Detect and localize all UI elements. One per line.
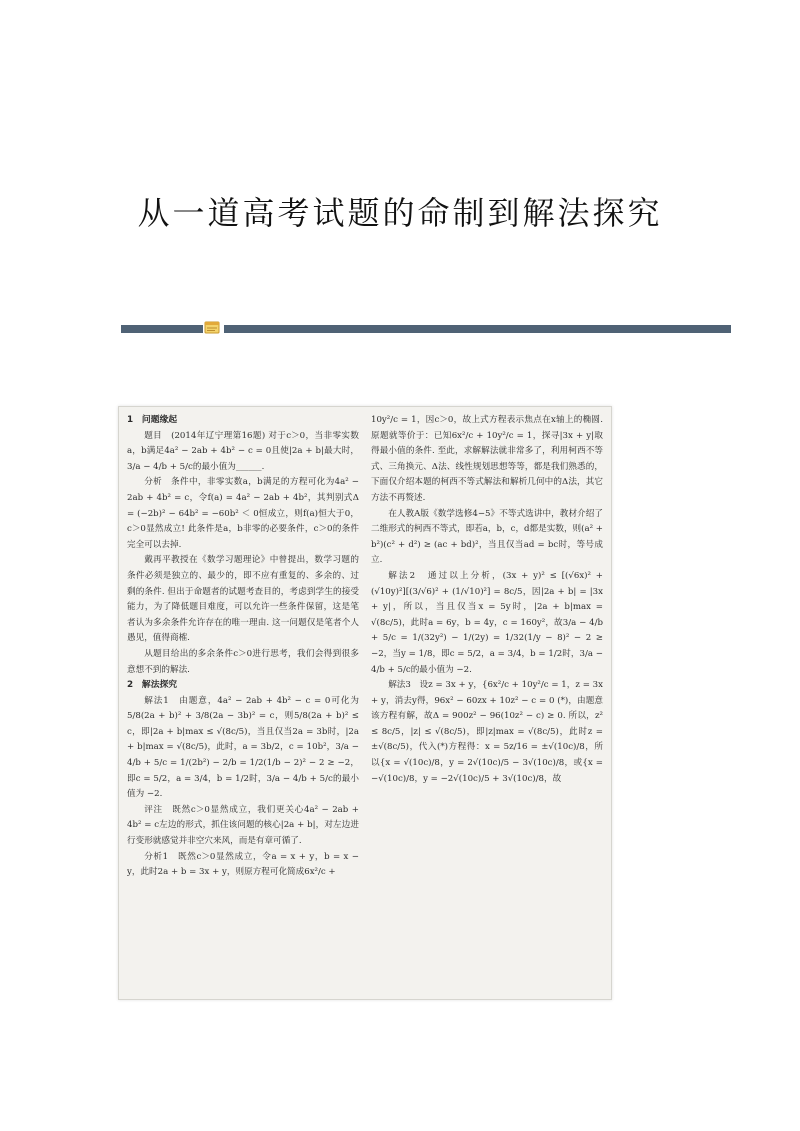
article-right-paragraph: 解法3 设z = 3x + y，{6x²/c + 10y²/c = 1，z = 3x + y，消去y得，96x² − 60zx + 10z² − c = 0 (*)，由题意该方程有解，故Δ = 900z² − 96(10z² − c) ≥ 0. 所以，z² ≤ 8c/5，|z| ≤ √(8c/5)，即|z|max = √(8c/5)，此时z = ±√(8c/5)，代入(*)方程得：x = 5z/16 = ±√(10c)/8，所以{x = √(10c)/8，y = 2√(10c)/5 − 3√(10c)/8，或{x = −√(10c)/8，y = −2√(10c)/5 + 3√(10c)/8，故 bbox=[371, 680, 603, 784]
article-left-paragraph: 分析 条件中，非零实数a，b满足的方程可化为4a² − 2ab + 4b² = c，令f(a) = 4a² − 2ab + 4b²，其判别式Δ = (−2b)² − 64b² = −60b² ＜ 0恒成立，则f(a)恒大于0，c＞0显然成立! 此条件是a，b非零的必要条件，c＞0的条件完全可以去掉. bbox=[127, 477, 359, 550]
article-left-paragraph: 题目 (2014年辽宁理第16题) 对于c＞0，当非零实数a，b满足4a² − 2ab + 4b² − c = 0且使|2a + b|最大时，3/a − 4/b + 5/c的最小值为______. bbox=[127, 430, 359, 472]
article-right-column bbox=[371, 413, 603, 993]
article-right-paragraph: 10y²/c = 1，因c＞0，故上式方程表示焦点在x轴上的椭圆. 原题就等价于：已知6x²/c + 10y²/c = 1，探寻|3x + y|取得最小值的条件. 至此，求解解法就非常多了，利用柯西不等式、三角换元、Δ法、线性规划思想等等，都是我们熟悉的，下面仅介绍本题的柯西不等式解法和解析几何中的Δ法，其它方法不再赘述. bbox=[371, 415, 603, 503]
scanned-article-image bbox=[118, 406, 612, 1000]
article-right-paragraph: 解法2 通过以上分析，(3x + y)² ≤ [(√6x)² + (√10y)²][(3/√6)² + (1/√10)²] = 8c/5，因|2a + b| = |3x + y|，所以，当且仅当x = 5y时，|2a + b|max = √(8c/5)，此时a = 6y，b = 4y，c = 160y²，故3/a − 4/b + 5/c = 1/(32y²) − 1/(2y) = 1/32(1/y − 8)² − 2 ≥ −2，当y = 1/8，即c = 5/2，a = 3/4，b = 1/2时，3/a − 4/b + 5/c的最小值为 −2. bbox=[371, 570, 603, 675]
divider-right bbox=[224, 325, 731, 333]
article-left-paragraph: 从题目给出的多余条件c＞0进行思考，我们会得到很多意想不到的解法. bbox=[127, 648, 359, 675]
article-left-paragraph: 2 解法探究 bbox=[127, 680, 178, 691]
divider-left bbox=[121, 325, 203, 333]
article-left-paragraph: 1 问题缘起 bbox=[127, 415, 178, 425]
note-icon bbox=[204, 320, 220, 335]
article-left-paragraph: 分析1 既然c＞0显然成立，令a = x + y，b = x − y，此时2a + b = 3x + y，则原方程可化简成6x²/c + bbox=[127, 851, 359, 878]
article-right-paragraph: 在人教A版《数学选修4−5》不等式选讲中，教材介绍了二维形式的柯西不等式，即若a，b，c，d都是实数，则(a² + b²)(c² + d²) ≥ (ac + bd)²，当且仅当ad = bc时，等号成立. bbox=[371, 508, 603, 566]
page-title: 从一道高考试题的命制到解法探究 bbox=[137, 194, 663, 232]
article-left-paragraph: 解法1 由题意，4a² − 2ab + 4b² − c = 0可化为5/8(2a + b)² + 3/8(2a − 3b)² = c，则5/8(2a + b)² ≤ c，即|2a + b|max ≤ √(8c/5)，当且仅当2a = 3b时，|2a + b|max = √(8c/5)，此时，a = 3b/2，c = 10b²，3/a − 4/b + 5/c = 1/(2b²) − 2/b = 1/2(1/b − 2)² − 2 ≥ −2，即c = 5/2，a = 3/4，b = 1/2时，3/a − 4/b + 5/c的最小值为 −2. bbox=[127, 695, 359, 800]
article-left-paragraph: 戴再平教授在《数学习题理论》中曾提出，数学习题的条件必须是独立的、最少的，即不应有重复的、多余的、过剩的条件. 但出于命题者的试题考查目的，考虑到学生的接受能力，为了降低题目难度，可以允许一些条件保留，这是笔者认为多余条件允许存在的唯一理由. 这一问题仅是笔者个人愚见，值得商榷. bbox=[127, 555, 359, 644]
article-left-paragraph: 评注 既然c＞0显然成立，我们更关心4a² − 2ab + 4b² = c左边的形式，抓住该问题的核心|2a + b|，对左边进行变形就感觉并非空穴来风，而是有章可循了. bbox=[127, 804, 359, 847]
article-left-column bbox=[127, 413, 359, 993]
